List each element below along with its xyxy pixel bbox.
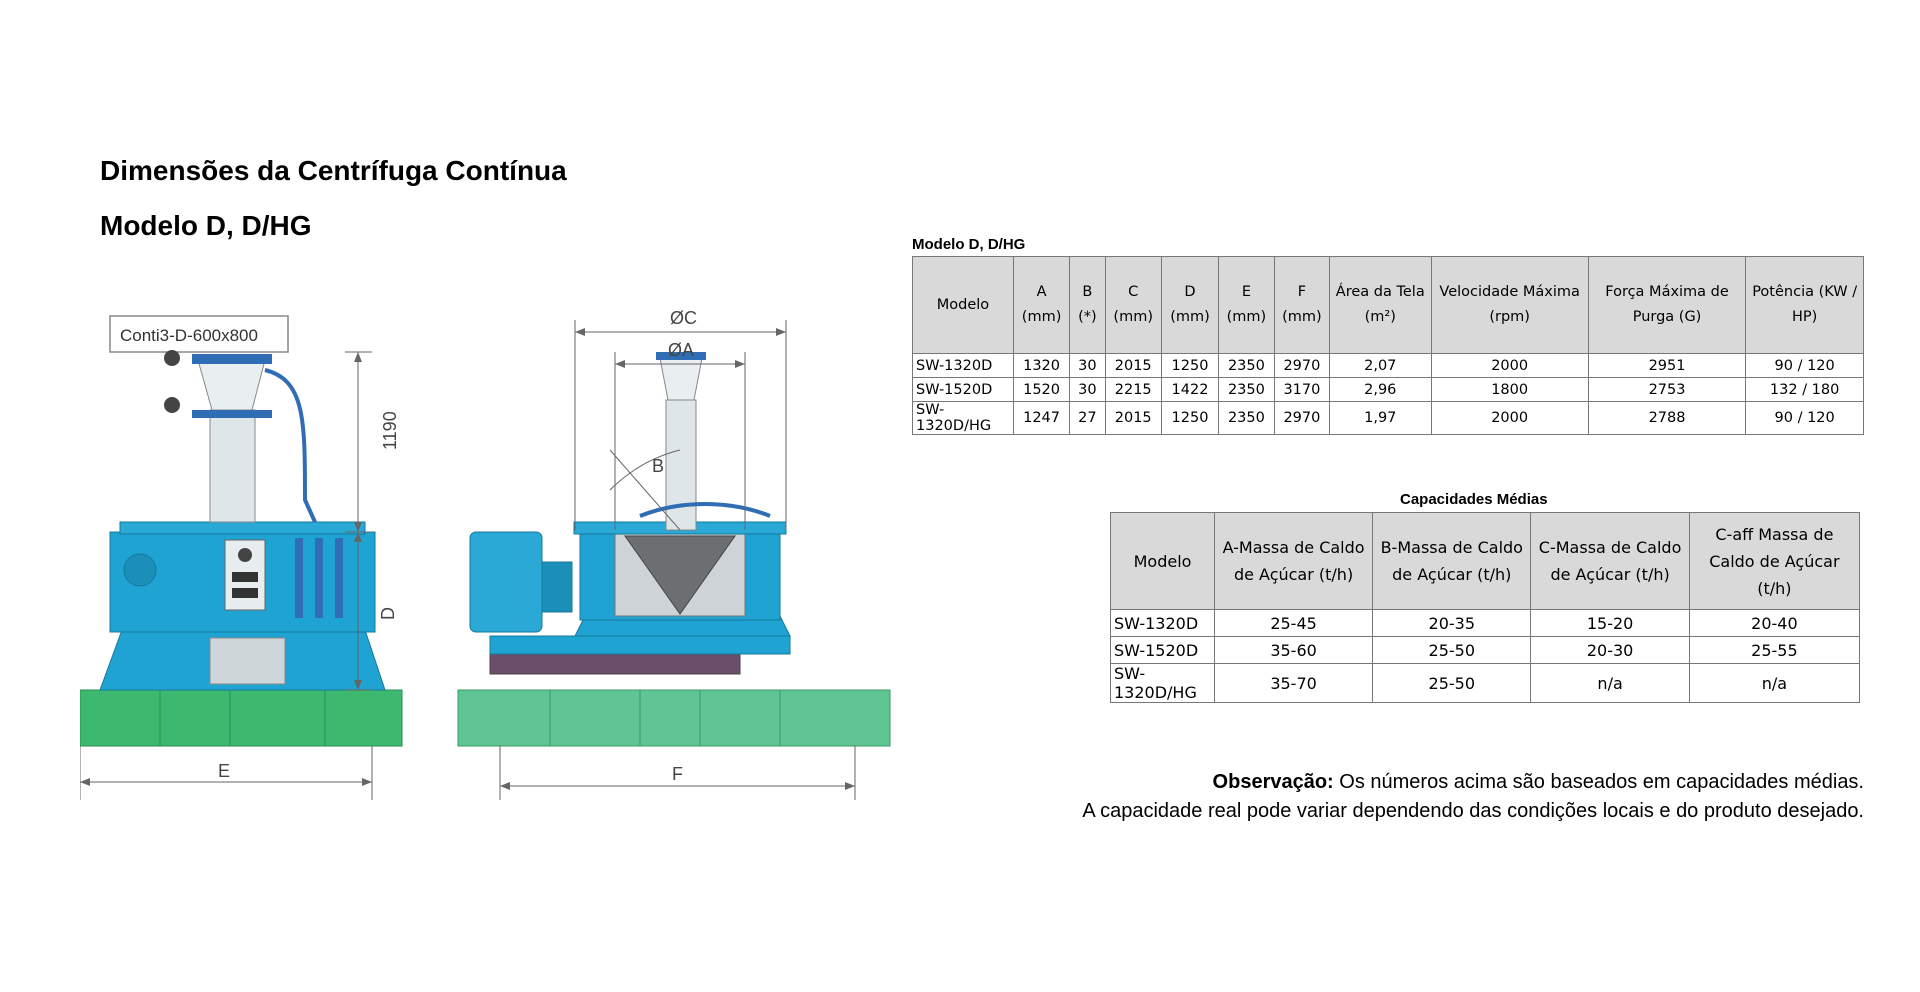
table-cell: 2015: [1105, 402, 1161, 435]
table2-caption: Capacidades Médias: [1400, 491, 1548, 508]
table-cell: 1250: [1161, 402, 1218, 435]
table-cell: SW-1320D/HG: [1111, 664, 1215, 703]
table-row: [913, 354, 1864, 378]
header-cell: Velocidade Máxima (rpm): [1431, 257, 1588, 354]
table-cell: 2951: [1588, 354, 1746, 378]
header-cell: Modelo: [1111, 513, 1215, 610]
centrifuge-drawing: [80, 300, 910, 820]
header-cell: Potência (KW / HP): [1746, 257, 1864, 354]
table-cell: 20-40: [1689, 610, 1859, 637]
page-subtitle: Modelo D, D/HG: [100, 210, 312, 241]
table-cell: 1247: [1013, 402, 1069, 435]
table-cell: 90 / 120: [1746, 354, 1864, 378]
table-cell: 1250: [1161, 354, 1218, 378]
table-cell: 1422: [1161, 378, 1218, 402]
table-row: [1111, 664, 1860, 703]
table-cell: 27: [1070, 402, 1105, 435]
header-cell: C-Massa de Caldo de Açúcar (t/h): [1531, 513, 1689, 610]
table-header-row: [913, 257, 1864, 354]
header-cell: B (*): [1070, 257, 1105, 354]
table-cell: 1,97: [1330, 402, 1431, 435]
dim-d-label: D: [378, 607, 398, 620]
table-row: [1111, 637, 1860, 664]
table-cell: 2000: [1431, 354, 1588, 378]
table-cell: 25-50: [1373, 637, 1531, 664]
dim-f-label: F: [672, 764, 683, 784]
table-row: [913, 402, 1864, 435]
right-view: [458, 308, 890, 800]
table-cell: 2,07: [1330, 354, 1431, 378]
table-cell: SW-1520D: [1111, 637, 1215, 664]
table-cell: 20-35: [1373, 610, 1531, 637]
dim-e-label: E: [218, 761, 231, 781]
table-cell: 2015: [1105, 354, 1161, 378]
table-cell: 3170: [1274, 378, 1329, 402]
header-cell: C (mm): [1105, 257, 1161, 354]
table-cell: 25-55: [1689, 637, 1859, 664]
table-cell: 2970: [1274, 402, 1329, 435]
header-cell: Área da Tela (m²): [1330, 257, 1431, 354]
header-cell: F (mm): [1274, 257, 1329, 354]
dim-oc-label: ØC: [670, 308, 697, 328]
table-cell: 2000: [1431, 402, 1588, 435]
table-cell: 2350: [1219, 378, 1275, 402]
header-cell: E (mm): [1219, 257, 1275, 354]
table-cell: 30: [1070, 354, 1105, 378]
observation-line-1: [1213, 771, 1864, 794]
table-cell: n/a: [1689, 664, 1859, 703]
table-cell: 35-70: [1215, 664, 1373, 703]
dimensions-table: [912, 256, 1864, 435]
model-label: Conti3-D-600x800: [120, 326, 258, 345]
table-cell: 25-45: [1215, 610, 1373, 637]
table-cell: 2350: [1219, 354, 1275, 378]
header-cell: D (mm): [1161, 257, 1218, 354]
table-cell: 132 / 180: [1746, 378, 1864, 402]
table-cell: 20-30: [1531, 637, 1689, 664]
table-cell: 2753: [1588, 378, 1746, 402]
table-row: [1111, 610, 1860, 637]
table-cell: SW-1520D: [913, 378, 1014, 402]
dim-b-label: B: [652, 456, 665, 476]
header-cell: A (mm): [1013, 257, 1069, 354]
table-cell: 1520: [1013, 378, 1069, 402]
table-cell: 1320: [1013, 354, 1069, 378]
observation-line-2: A capacidade real pode variar dependendo das condições locais e do produto desejado.: [1082, 800, 1864, 822]
header-cell: Modelo: [913, 257, 1014, 354]
table-cell: 1800: [1431, 378, 1588, 402]
dim-oa-label: ØA: [668, 340, 695, 360]
table1-caption: Modelo D, D/HG: [912, 236, 1026, 253]
table-cell: 25-50: [1373, 664, 1531, 703]
table-row: [913, 378, 1864, 402]
table-cell: 35-60: [1215, 637, 1373, 664]
table-cell: SW-1320D/HG: [913, 402, 1014, 435]
table-cell: 30: [1070, 378, 1105, 402]
table-cell: 15-20: [1531, 610, 1689, 637]
table-cell: 2970: [1274, 354, 1329, 378]
observation-label: Observação:: [1212, 771, 1334, 793]
capacities-table: [1110, 512, 1860, 703]
table-cell: 2,96: [1330, 378, 1431, 402]
table-cell: SW-1320D: [1111, 610, 1215, 637]
table-header-row: [1111, 513, 1860, 610]
observation-text-1: Os números acima são baseados em capacidades médias.: [1333, 771, 1864, 793]
table-cell: 2215: [1105, 378, 1161, 402]
table-cell: SW-1320D: [913, 354, 1014, 378]
table-cell: 2350: [1219, 402, 1275, 435]
left-view: [80, 316, 402, 800]
table-cell: 2788: [1588, 402, 1746, 435]
header-cell: B-Massa de Caldo de Açúcar (t/h): [1373, 513, 1531, 610]
page-title: Dimensões da Centrífuga Contínua: [100, 155, 567, 186]
dim-1190-label: 1190: [380, 411, 400, 450]
header-cell: Força Máxima de Purga (G): [1588, 257, 1746, 354]
table-cell: 90 / 120: [1746, 402, 1864, 435]
table-cell: n/a: [1531, 664, 1689, 703]
header-cell: C-aff Massa de Caldo de Açúcar (t/h): [1689, 513, 1859, 610]
header-cell: A-Massa de Caldo de Açúcar (t/h): [1215, 513, 1373, 610]
